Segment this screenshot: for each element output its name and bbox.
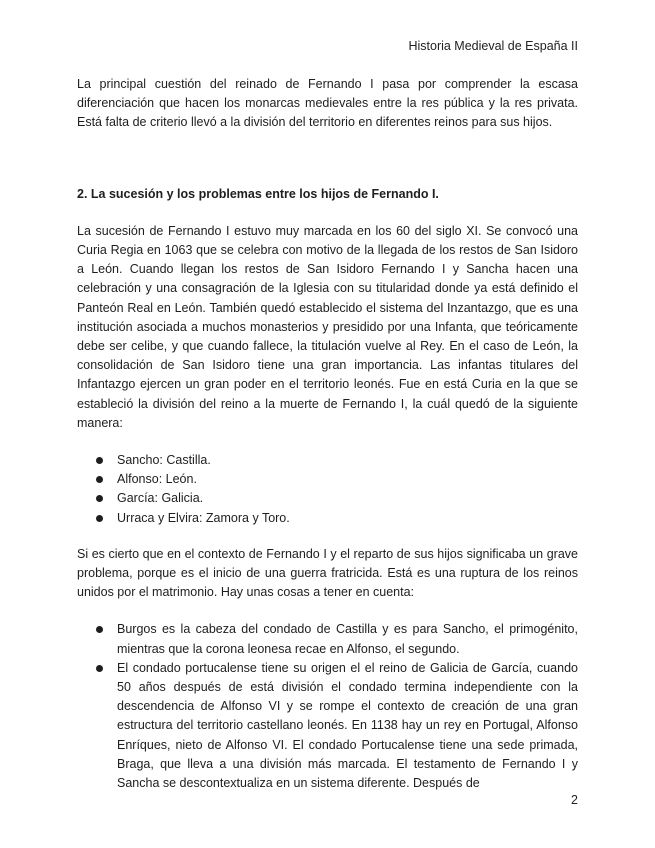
bullet-icon	[96, 476, 103, 483]
bullet-icon	[96, 665, 103, 672]
heirs-list	[77, 451, 578, 528]
running-header: Historia Medieval de España II	[408, 39, 578, 53]
page-body	[77, 75, 578, 793]
list-item	[77, 659, 578, 793]
section-heading: 2. La sucesión y los problemas entre los hijos de Fernando I.	[77, 186, 439, 201]
list-item-text: Burgos es la cabeza del condado de Castilla y es para Sancho, el primogénito, mientras que la corona leonesa recae en Alfonso, el segundo.	[117, 622, 578, 656]
bullet-icon	[96, 495, 103, 502]
intro-paragraph: La principal cuestión del reinado de Fernando I pasa por comprender la escasa diferenciación que hacen los monarcas medievales entre la res pública y la res privata. Está falta de criterio llevó a la división del territorio en diferentes reinos para sus hijos.	[77, 77, 578, 130]
bullet-icon	[96, 626, 103, 633]
list-item	[77, 509, 578, 528]
list-item-text: García: Galicia.	[117, 491, 204, 506]
list-item	[77, 620, 578, 658]
bullet-icon	[96, 515, 103, 522]
list-item	[77, 451, 578, 470]
list-item-text: Sancho: Castilla.	[117, 453, 211, 468]
bullet-icon	[96, 457, 103, 464]
list-item-text: Urraca y Elvira: Zamora y Toro.	[117, 510, 290, 525]
list-item-text: Alfonso: León.	[117, 472, 197, 487]
succession-paragraph: La sucesión de Fernando I estuvo muy marcada en los 60 del siglo XI. Se convocó una Curia Regia en 1063 que se celebra con motivo de la llegada de los restos de San Isidoro a León. Cuando llegan los restos de San Isidoro Fernando I y Sancha hacen una celebración y una consagración de la Iglesia con su titularidad donde ya está definido el Panteón Real en León. También quedó establecido el sistema del Inzantazgo, que es una institución asociada a muchos monasterios y presidido por una Infanta, que teóricamente debe ser celibe, y que cuando fallece, la titulación vuelve al Rey. En el caso de León, la consolidación de San Isidoro tiene una gran importancia. Las infantas titulares del Infantazgo ejercen un gran poder en el territorio leonés. Fue en está Curia en la que se estableció la división del reino a la muerte de Fernando I, la cuál quedó de la siguiente manera:	[77, 223, 578, 430]
context-paragraph: Si es cierto que en el contexto de Fernando I y el reparto de sus hijos significaba un grave problema, porque es el inicio de una guerra fratricida. Está es una ruptura de los reinos unidos por el matrimonio. Hay unas cosas a tener en cuenta:	[77, 546, 578, 600]
list-item	[77, 489, 578, 508]
list-item	[77, 470, 578, 489]
list-item-text: El condado portucalense tiene su origen el el reino de Galicia de García, cuando 50 años después de está división el condado termina independiente con la descendencia de Alfonso VI y se rompe el contexto de creación de una gran estructura del territorio castellano leonés. En 1138 hay un rey en Portugal, Alfonso Enríques, nieto de Alfonso VI. El condado Portucalense tiene una sede primada, Braga, que lleva a una división más marcada. El testamento de Fernando I y Sancha se descontextualiza en un sistema diferente. Después de	[117, 660, 578, 791]
notes-list	[77, 620, 578, 793]
page-number: 2	[571, 793, 578, 807]
